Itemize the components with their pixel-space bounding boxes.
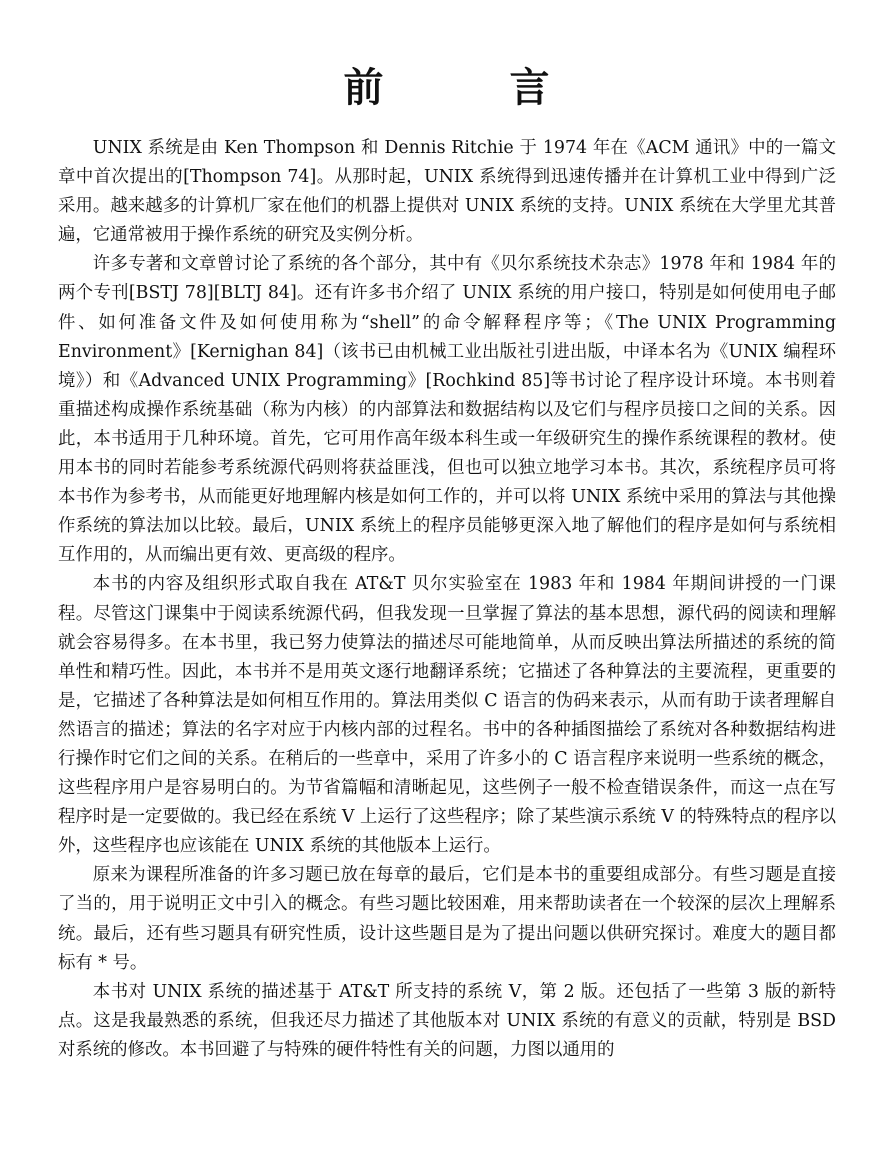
preface-body xyxy=(58,134,836,1065)
paragraph-5: 本书对 UNIX 系统的描述基于 AT&T 所支持的系统 V，第 2 版。还包括了一些第 3 版的新特点。这是我最熟悉的系统，但我还尽力描述了其他版本对 UNIX 系统的有意义的贡献，特别是 BSD 对系统的修改。本书回避了与特殊的硬件特性有关的问题，力图以通用的 xyxy=(58,981,836,1060)
paragraph-2: 许多专著和文章曾讨论了系统的各个部分，其中有《贝尔系统技术杂志》1978 年和 1984 年的两个专刊[BSTJ 78][BLTJ 84]。还有许多书介绍了 UNIX 系统的用户接口，特别是如何使用电子邮件、如何准备文件及如何使用称为“shell”的命令解释程序等；《The UNIX Programming Environment》[Kernighan 84]（该书已由机械工业出版社引进出版，中译本名为《UNIX 编程环境》）和《Advanced UNIX Programming》[Rochkind 85]等书讨论了程序设计环境。本书则着重描述构成操作系统基础（称为内核）的内部算法和数据结构以及它们与程序员接口之间的关系。因此，本书适用于几种环境。首先，它可用作高年级本科生或一年级研究生的操作系统课程的教材。使用本书的同时若能参考系统源代码则将获益匪浅，但也可以独立地学习本书。其次，系统程序员可将本书作为参考书，从而能更好地理解内核是如何工作的，并可以将 UNIX 系统中采用的算法与其他操作系统的算法加以比较。最后，UNIX 系统上的程序员能够更深入地了解他们的程序是如何与系统相互作用的，从而编出更有效、更高级的程序。 xyxy=(58,254,836,566)
paragraph-4: 原来为课程所准备的许多习题已放在每章的最后，它们是本书的重要组成部分。有些习题是直接了当的，用于说明正文中引入的概念。有些习题比较困难，用来帮助读者在一个较深的层次上理解系统。最后，还有些习题具有研究性质，设计这些题目是为了提出问题以供研究探讨。难度大的题目都标有 * 号。 xyxy=(58,865,836,973)
page-title: 前 言 xyxy=(343,65,606,111)
paragraph-1: UNIX 系统是由 Ken Thompson 和 Dennis Ritchie 于 1974 年在《ACM 通讯》中的一篇文章中首次提出的[Thompson 74]。从那时起，UNIX 系统得到迅速传播并在计算机工业中得到广泛采用。越来越多的计算机厂家在他们的机器上提供对 UNIX 系统的支持。UNIX 系统在大学里尤其普遍，它通常被用于操作系统的研究及实例分析。 xyxy=(58,138,836,246)
paragraph-3: 本书的内容及组织形式取自我在 AT&T 贝尔实验室在 1983 年和 1984 年期间讲授的一门课程。尽管这门课集中于阅读系统源代码，但我发现一旦掌握了算法的基本思想，源代码的阅读和理解就会容易得多。在本书里，我已努力使算法的描述尽可能地简单，从而反映出算法所描述的系统的简单性和精巧性。因此，本书并不是用英文逐行地翻译系统；它描述了各种算法的主要流程，更重要的是，它描述了各种算法是如何相互作用的。算法用类似 C 语言的伪码来表示，从而有助于读者理解自然语言的描述；算法的名字对应于内核内部的过程名。书中的各种插图描绘了系统对各种数据结构进行操作时它们之间的关系。在稍后的一些章中，采用了许多小的 C 语言程序来说明一些系统的概念，这些程序用户是容易明白的。为节省篇幅和清晰起见，这些例子一般不检查错误条件，而这一点在写程序时是一定要做的。我已经在系统 V 上运行了这些程序；除了某些演示系统 V 的特殊特点的程序以外，这些程序也应该能在 UNIX 系统的其他版本上运行。 xyxy=(58,574,836,857)
